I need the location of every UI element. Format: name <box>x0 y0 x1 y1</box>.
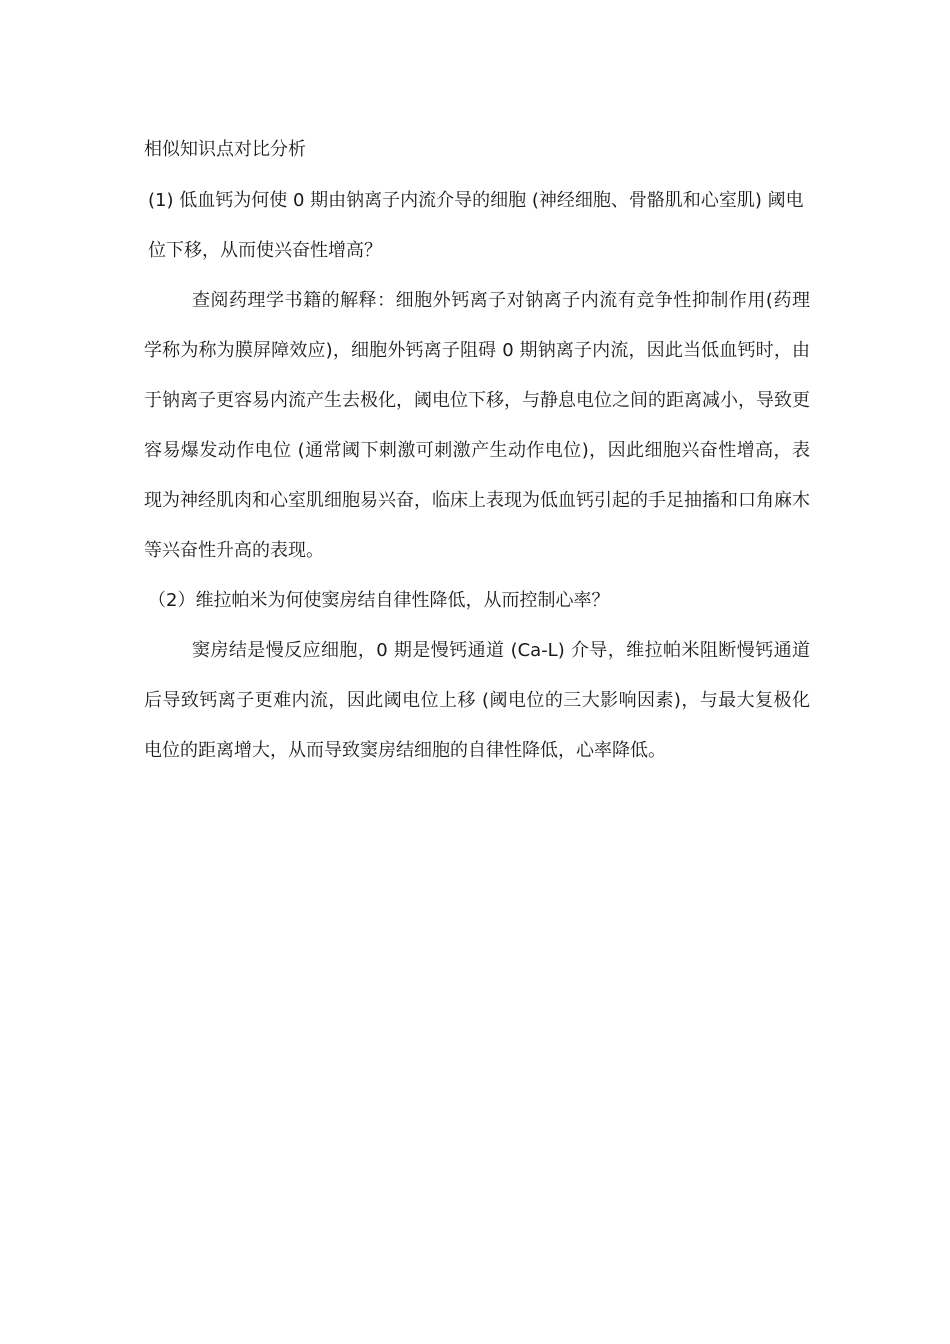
section-heading: 相似知识点对比分析 <box>144 139 306 160</box>
answer-1-paragraph: 查阅药理学书籍的解释：细胞外钙离子对钠离子内流有竞争性抑制作用(药理学称为称为膜屏障效应)，细胞外钙离子阻碍 0 期钠离子内流，因此当低血钙时，由于钠离子更容易内流产生去极化，阈电位下移，与静息电位之间的距离减小，导致更容易爆发动作电位 (通常阈下刺激可刺激产生动作电位)，因此细胞兴奋性增高，表现为神经肌肉和心室肌细胞易兴奋，临床上表现为低血钙引起的手足抽搐和口角麻木等兴奋性升高的表现。 <box>144 290 810 561</box>
question-2: （2）维拉帕米为何使窦房结自律性降低，从而控制心率？ <box>148 590 610 611</box>
question-1: (1) 低血钙为何使 0 期由钠离子内流介导的细胞 (神经细胞、骨骼肌和心室肌) 阈电位下移，从而使兴奋性增高？ <box>148 190 804 261</box>
answer-2-paragraph: 窦房结是慢反应细胞，0 期是慢钙通道 (Ca-L) 介导，维拉帕米阻断慢钙通道后导致钙离子更难内流，因此阈电位上移 (阈电位的三大影响因素)，与最大复极化电位的距离增大，从而导致窦房结细胞的自律性降低，心率降低。 <box>144 640 810 761</box>
document-body <box>144 136 810 776</box>
